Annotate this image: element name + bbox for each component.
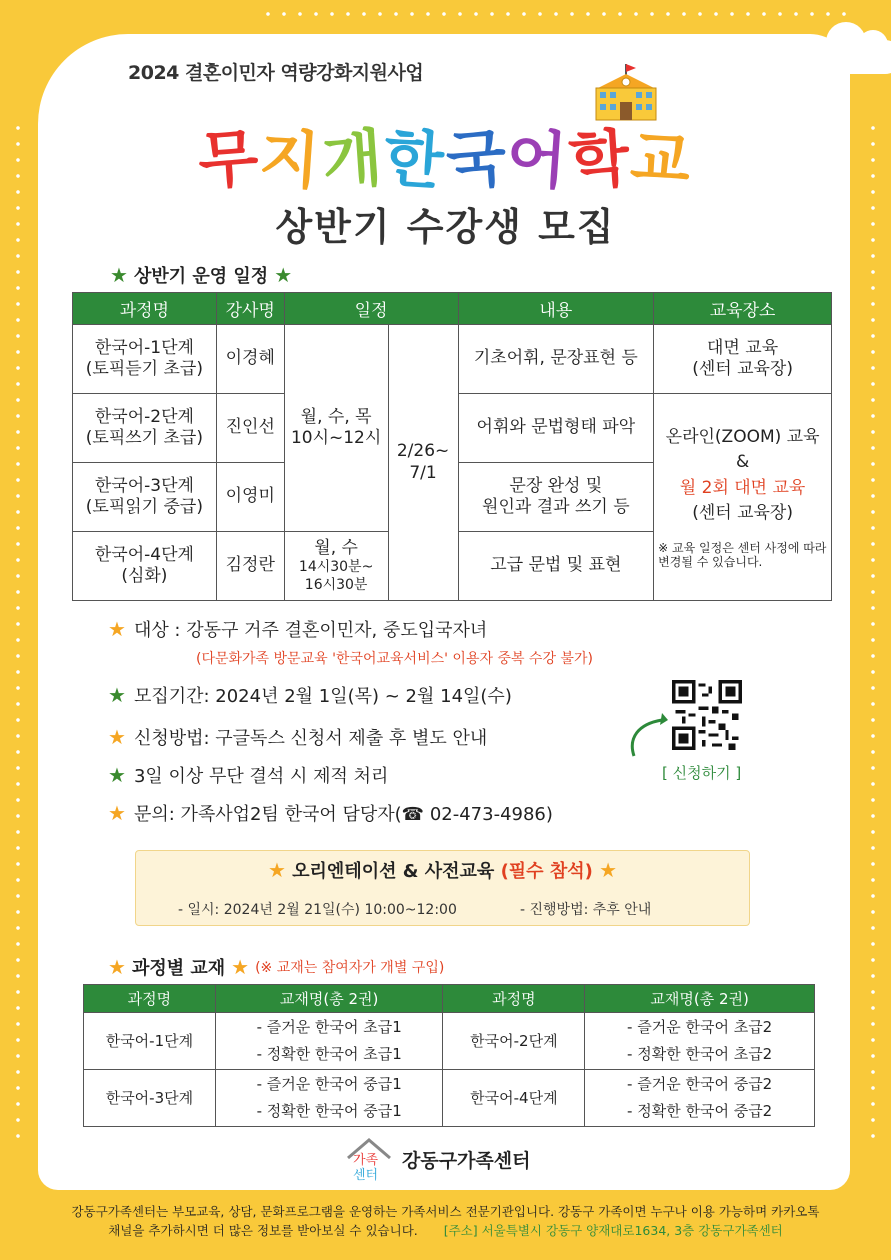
table-header-row: [73, 293, 832, 325]
place-cell: 대면 교육 (센터 교육장): [654, 325, 832, 394]
table-header-row: 과정명 교재명(총 2권) 과정명 교재명(총 2권): [84, 985, 815, 1013]
content-cell: 기초어휘, 문장표현 등: [458, 325, 654, 394]
col-header-place: 교육장소: [654, 293, 832, 325]
period-cell: 2/26~ 7/1: [388, 325, 458, 601]
method-line: ★ 신청방법: 구글독스 신청서 제출 후 별도 안내: [108, 725, 488, 749]
content-cell: 고급 문법 및 표현: [458, 532, 654, 601]
svg-text:가족: 가족: [353, 1153, 379, 1168]
title-char: 어: [504, 120, 572, 199]
contact-line: ★ 문의: 가족사업2팀 한국어 담당자(☎ 02-473-4986): [108, 801, 553, 825]
center-logo: [344, 1136, 530, 1182]
orientation-title: ★ 오리엔테이션 & 사전교육 (필수 참석) ★: [267, 858, 618, 882]
main-title: [0, 110, 891, 199]
title-char: 개: [319, 120, 387, 199]
books-table: [83, 984, 815, 1127]
star-icon: ★: [110, 263, 128, 287]
teacher-cell: 김정란: [216, 532, 284, 601]
title-char: 교: [628, 120, 696, 199]
star-icon: ★: [108, 955, 126, 979]
col-header-teacher: 강사명: [216, 293, 284, 325]
schedule-table: [72, 292, 832, 601]
center-name: 강동구가족센터: [402, 1149, 531, 1172]
recruit-title: 상반기 수강생 모집: [275, 205, 616, 249]
footer-address: [주소] 서울특별시 강동구 양재대로1634, 3층 강동구가족센터: [443, 1223, 783, 1239]
period-line: ★ 모집기간: 2024년 2월 1일(목) ~ 2월 14일(수): [108, 683, 512, 707]
star-icon: ★: [108, 617, 126, 641]
schedule-note: ※ 교육 일정은 센터 사정에 따라 변경될 수 있습니다.: [658, 540, 827, 569]
place-cell: 온라인(ZOOM) 교육 & 월 2회 대면 교육 (센터 교육장) ※ 교육 일정은 센터 사정에 따라 변경될 수 있습니다.: [654, 394, 832, 601]
star-icon: ★: [267, 858, 286, 882]
cloud-decor: [812, 40, 891, 74]
course-cell: 한국어-4단계 (심화): [73, 532, 217, 601]
apply-link[interactable]: [ 신청하기 ]: [662, 764, 742, 782]
course-cell: 한국어-2단계 (토픽쓰기 초급): [73, 394, 217, 463]
teacher-cell: 이경혜: [216, 325, 284, 394]
schedule-heading-label: 상반기 운영 일정: [133, 266, 269, 287]
schedule-heading: [110, 262, 292, 288]
col-header-course: 과정명: [73, 293, 217, 325]
star-icon: ★: [231, 955, 250, 979]
star-icon: ★: [108, 763, 126, 787]
time-cell: 월, 수 14시30분~ 16시30분: [284, 532, 388, 601]
table-row: 한국어-1단계 - 즐거운 한국어 초급1 - 정확한 한국어 초급1 한국어-2단계 - 즐거운 한국어 초급2 - 정확한 한국어 초급2: [84, 1013, 815, 1070]
star-icon: ★: [599, 858, 618, 882]
title-char: 지: [256, 120, 324, 199]
orientation-box: [135, 850, 750, 926]
books-heading: ★ 과정별 교재 ★ (※ 교재는 참여자가 개별 구입): [108, 955, 445, 979]
teacher-cell: 이영미: [216, 463, 284, 532]
col-header-content: 내용: [458, 293, 654, 325]
decor-dots-right: [871, 120, 875, 1140]
star-icon: ★: [274, 263, 293, 287]
title-char: 한: [380, 120, 448, 199]
teacher-cell: 진인선: [216, 394, 284, 463]
absence-line: ★ 3일 이상 무단 결석 시 제적 처리: [108, 763, 389, 787]
footer: 강동구가족센터는 부모교육, 상담, 문화프로그램을 운영하는 가족서비스 전문기관입니다. 강동구 가족이면 누구나 이용 가능하며 카카오톡 채널을 추가하시면 더 많은 정보를 받아보실 수 있습니다. [주소] 서울특별시 강동구 양재대로1634, 3층 강동구가족센터: [71, 1204, 820, 1239]
house-logo-icon: [344, 1136, 394, 1182]
title-char: 학: [567, 120, 635, 199]
content-cell: 문장 완성 및 원인과 결과 쓰기 등: [458, 463, 654, 532]
table-row: 한국어-3단계 - 즐거운 한국어 중급1 - 정확한 한국어 중급1 한국어-4단계 - 즐거운 한국어 중급2 - 정확한 한국어 중급2: [84, 1070, 815, 1127]
target-note: (다문화가족 방문교육 '한국어교육서비스' 이용자 중복 수강 불가): [196, 651, 593, 667]
star-icon: ★: [108, 725, 126, 749]
time-cell: 월, 수, 목 10시~12시: [284, 325, 388, 532]
col-header-schedule: 일정: [284, 293, 458, 325]
program-subtitle: 2024 결혼이민자 역량강화지원사업: [128, 62, 424, 84]
decor-dots-left: [16, 120, 20, 1140]
orientation-date: - 일시: 2024년 2월 21일(수) 10:00~12:00: [178, 902, 457, 918]
table-row: [73, 325, 832, 394]
star-icon: ★: [108, 801, 126, 825]
qr-code-icon[interactable]: [672, 680, 742, 750]
svg-text:센터: 센터: [353, 1168, 379, 1182]
course-cell: 한국어-1단계 (토픽듣기 초급): [73, 325, 217, 394]
decor-dots-top: [260, 12, 851, 16]
star-icon: ★: [108, 683, 126, 707]
target-line: ★ 대상 : 강동구 거주 결혼이민자, 중도입국자녀: [108, 617, 488, 641]
course-cell: 한국어-3단계 (토픽읽기 중급): [73, 463, 217, 532]
arrow-icon: [624, 710, 670, 760]
title-char: 무: [195, 120, 263, 199]
title-char: 국: [443, 120, 511, 199]
orientation-method: - 진행방법: 추후 안내: [520, 902, 652, 918]
content-cell: 어휘와 문법형태 파악: [458, 394, 654, 463]
